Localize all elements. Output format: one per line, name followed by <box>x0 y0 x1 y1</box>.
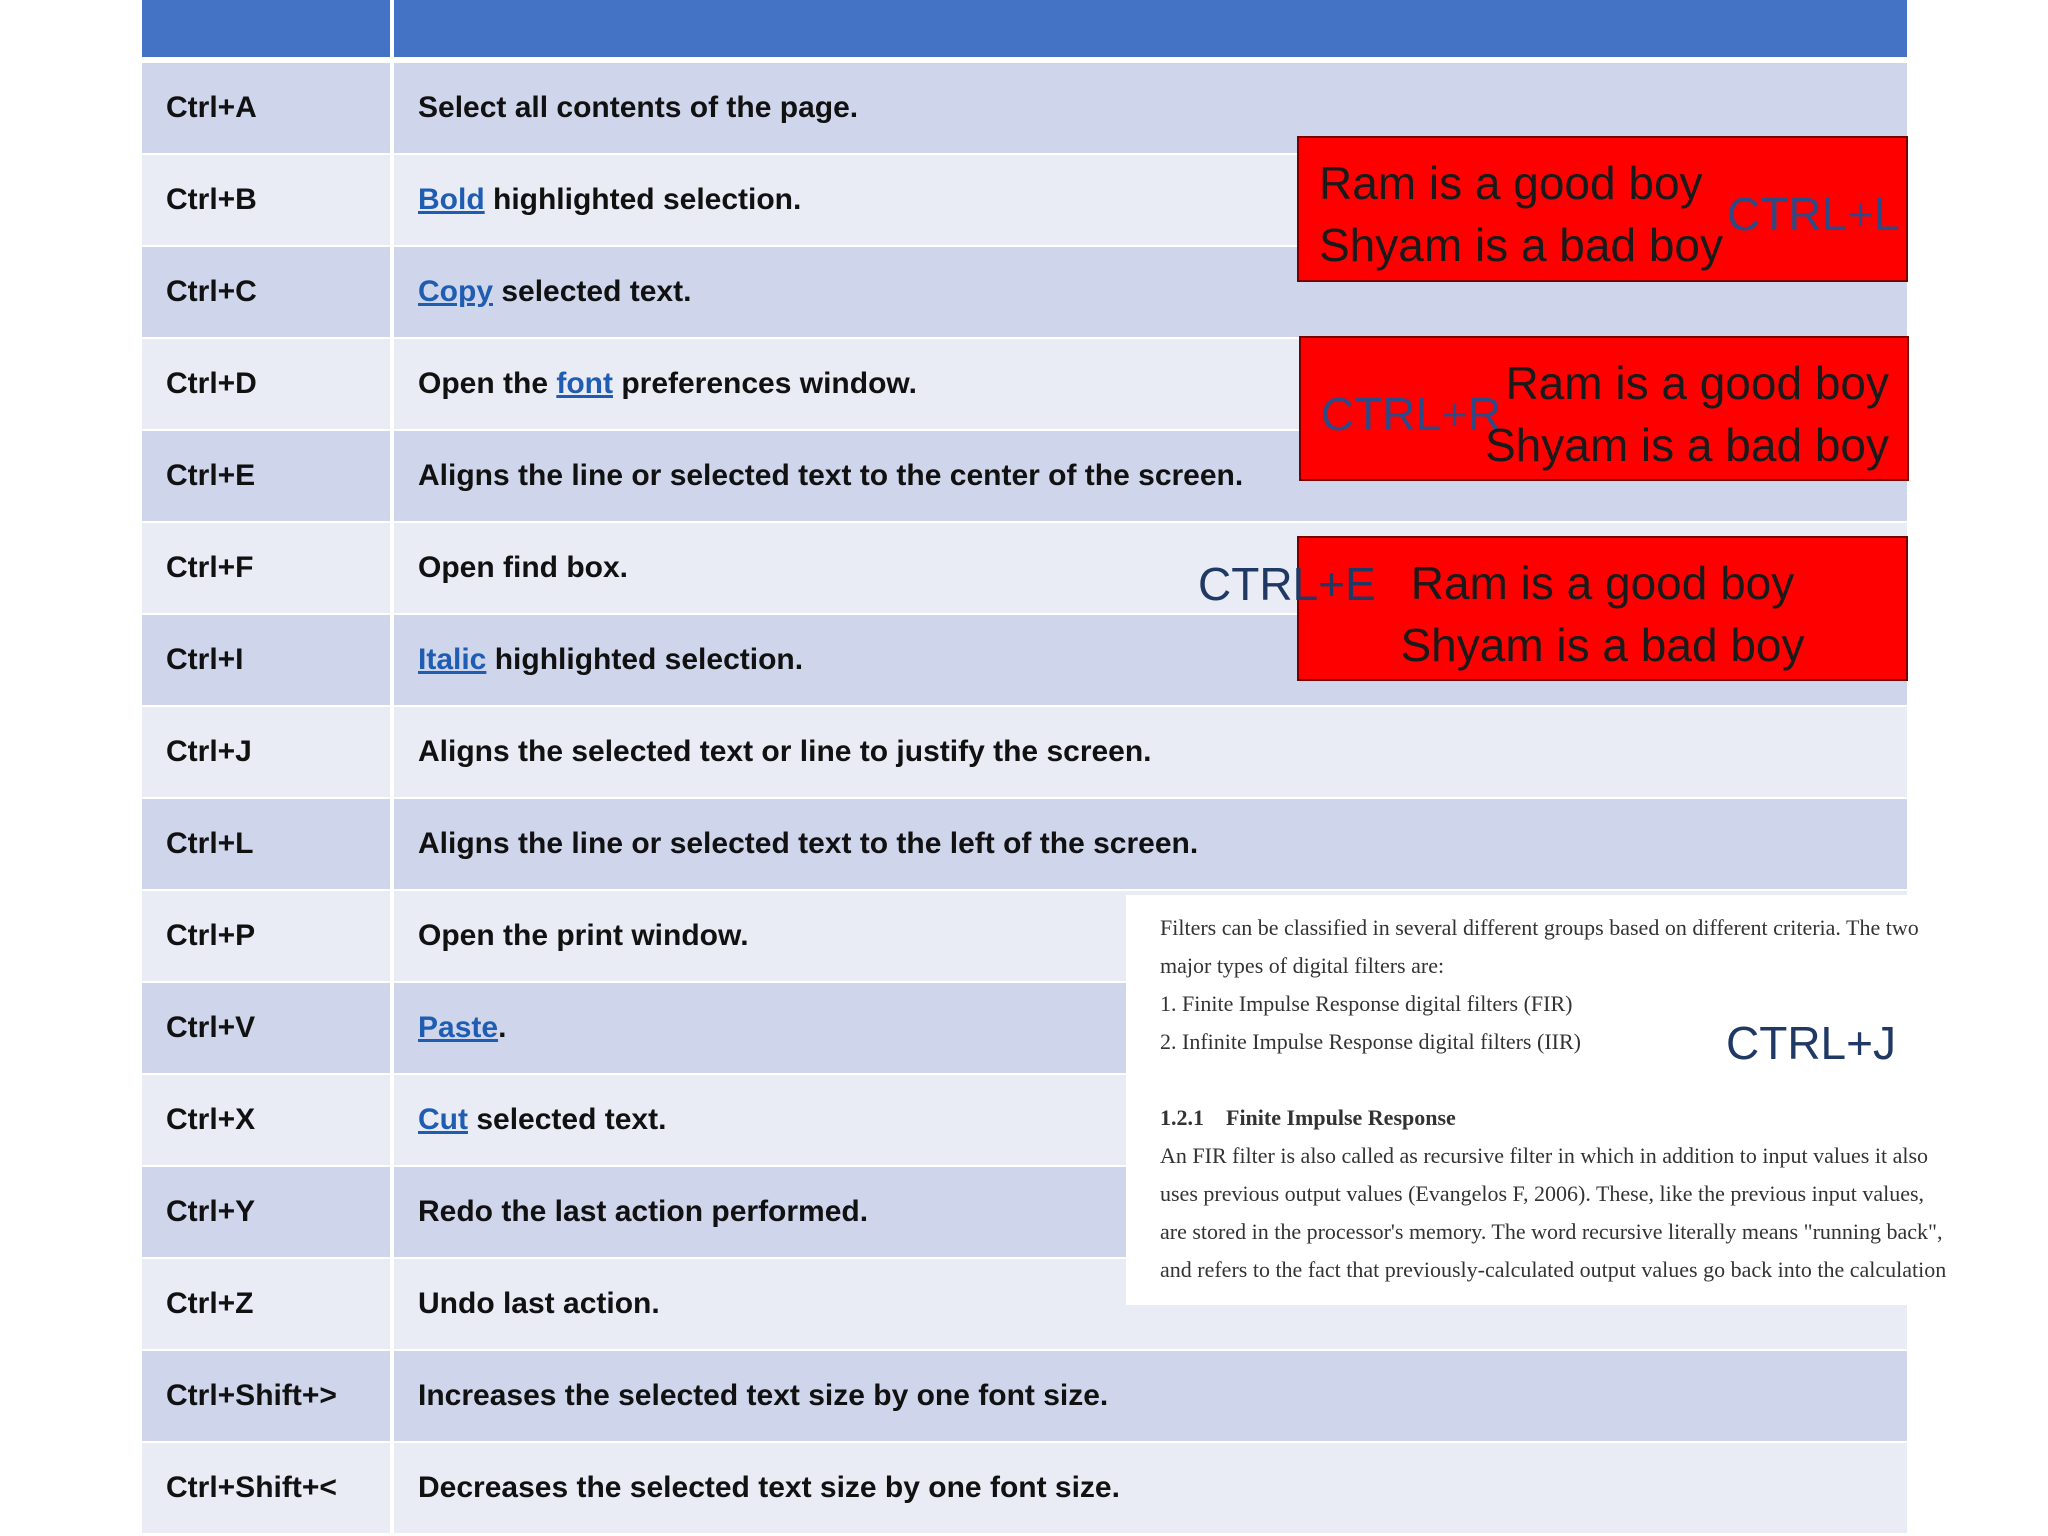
shortcut-key: Ctrl+V <box>142 983 390 1073</box>
shortcut-key: Ctrl+Z <box>142 1259 390 1349</box>
description-text: Aligns the selected text or line to justify the screen. <box>418 735 1152 768</box>
shortcut-description <box>394 1443 1907 1533</box>
description-text: selected text. <box>467 1103 667 1136</box>
shortcut-key: Ctrl+Y <box>142 1167 390 1257</box>
header-cell-key <box>142 0 390 57</box>
description-text: Select all contents of the page. <box>418 91 859 124</box>
description-text: Open the print window. <box>418 919 749 952</box>
shortcut-key: Ctrl+A <box>142 63 390 153</box>
align-right-demo-box <box>1299 336 1909 481</box>
shortcut-key: Ctrl+I <box>142 615 390 705</box>
doc-line: Filters can be classified in several different groups based on different criteria. The two <box>1160 915 1919 940</box>
demo-line-1: Ram is a good boy <box>1505 357 1889 409</box>
description-link[interactable]: Bold <box>418 183 485 216</box>
demo-line-1: Ram is a good boy <box>1410 557 1795 609</box>
shortcut-key: Ctrl+B <box>142 155 390 245</box>
description-text: selected text. <box>493 275 692 308</box>
description-text: Increases the selected text size by one font size. <box>418 1379 1109 1412</box>
shortcut-key: Ctrl+F <box>142 523 390 613</box>
doc-line: 1. Finite Impulse Response digital filters (FIR) <box>1160 991 1573 1016</box>
description-text: . <box>498 1011 507 1044</box>
shortcut-description <box>394 799 1907 889</box>
description-link[interactable]: Copy <box>418 275 493 308</box>
align-left-demo-box <box>1297 136 1908 282</box>
shortcut-key: Ctrl+E <box>142 431 390 521</box>
description-text: Redo the last action performed. <box>418 1195 869 1228</box>
ctrl-e-label: CTRL+E <box>1198 558 1376 610</box>
doc-line: are stored in the processor's memory. The word recursive literally means "running back", <box>1160 1219 1943 1244</box>
doc-line: and refers to the fact that previously-calculated output values go back into the calculation <box>1160 1257 1947 1282</box>
ctrl-j-label: CTRL+J <box>1726 1017 1896 1069</box>
demo-line-1: Ram is a good boy <box>1319 157 1703 209</box>
demo-line-2: Shyam is a bad boy <box>1484 419 1889 471</box>
header-cell-description <box>394 0 1907 57</box>
table-row <box>142 799 1907 889</box>
description-link[interactable]: font <box>556 367 613 400</box>
description-text: Decreases the selected text size by one font size. <box>418 1471 1120 1504</box>
table-header <box>142 0 1907 57</box>
doc-line: uses previous output values (Evangelos F, 2006). These, like the previous input values, <box>1160 1181 1925 1206</box>
table-row <box>142 1351 1907 1441</box>
ctrl-r-label: CTRL+R <box>1321 388 1502 440</box>
description-text: Aligns the line or selected text to the center of the screen. <box>418 459 1244 492</box>
description-text: preferences window. <box>612 367 917 400</box>
ctrl-l-label: CTRL+L <box>1727 188 1900 240</box>
table-body <box>142 63 1907 1533</box>
doc-line: 2. Infinite Impulse Response digital filters (IIR) <box>1160 1029 1581 1054</box>
shortcut-description <box>394 707 1907 797</box>
description-link[interactable]: Cut <box>418 1103 468 1136</box>
shortcut-key: Ctrl+Shift+< <box>142 1443 390 1533</box>
demo-line-2: Shyam is a bad boy <box>1319 219 1724 271</box>
shortcut-key: Ctrl+L <box>142 799 390 889</box>
description-text: highlighted selection. <box>486 643 804 676</box>
shortcut-key: Ctrl+J <box>142 707 390 797</box>
shortcut-key: Ctrl+P <box>142 891 390 981</box>
doc-heading: 1.2.1 Finite Impulse Response <box>1160 1105 1456 1130</box>
description-text: Open find box. <box>418 551 628 584</box>
shortcut-description <box>394 1351 1907 1441</box>
description-link[interactable]: Paste <box>418 1011 499 1044</box>
description-text: Undo last action. <box>418 1287 660 1320</box>
justify-demo-document <box>1126 895 1966 1305</box>
shortcut-key: Ctrl+Shift+> <box>142 1351 390 1441</box>
shortcut-key: Ctrl+C <box>142 247 390 337</box>
doc-line: major types of digital filters are: <box>1160 953 1445 978</box>
description-text: highlighted selection. <box>484 183 802 216</box>
description-text: Aligns the line or selected text to the left of the screen. <box>418 827 1199 860</box>
doc-line: An FIR filter is also called as recursive filter in which in addition to input values it also <box>1160 1143 1929 1168</box>
shortcut-key: Ctrl+D <box>142 339 390 429</box>
description-link[interactable]: Italic <box>418 643 487 676</box>
demo-line-2: Shyam is a bad boy <box>1400 619 1805 671</box>
description-text: Open the <box>418 367 557 400</box>
shortcut-key: Ctrl+X <box>142 1075 390 1165</box>
table-row <box>142 707 1907 797</box>
table-row <box>142 1443 1907 1533</box>
align-center-demo-box <box>1297 536 1908 681</box>
